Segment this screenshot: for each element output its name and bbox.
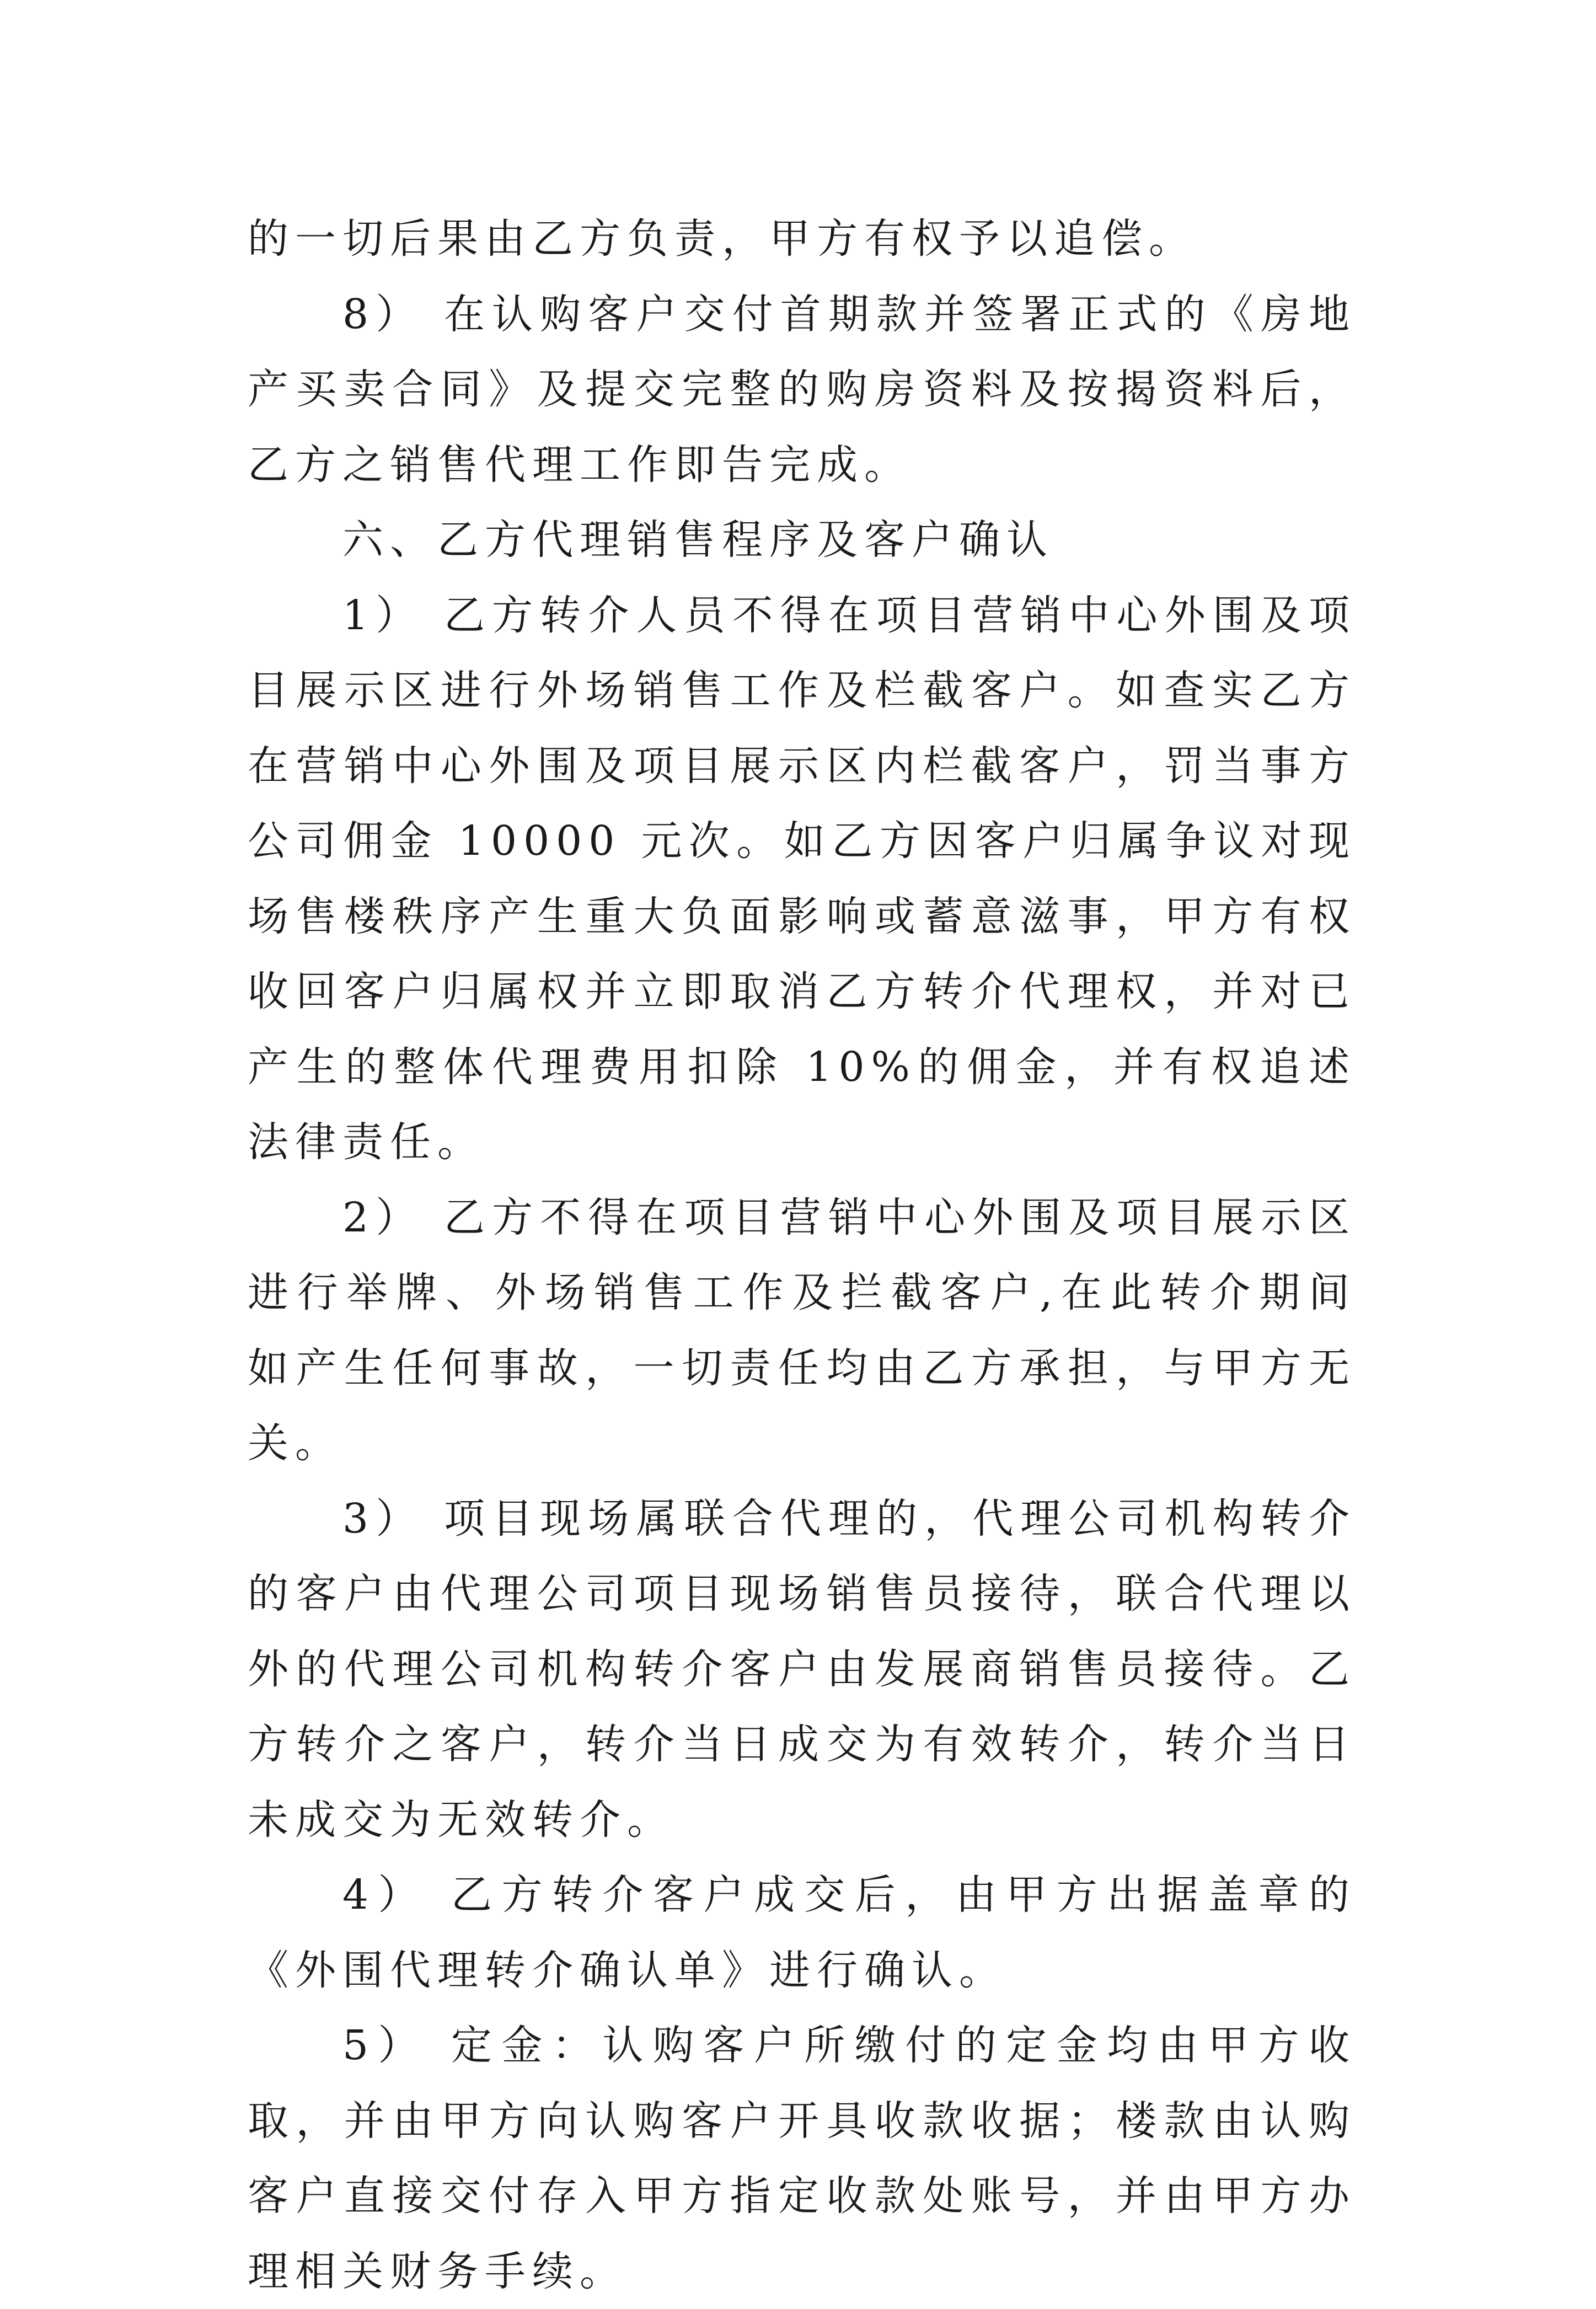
paragraph-item-2: 2） 乙方不得在项目营销中心外围及项目展示区进行举牌、外场销售工作及拦截客户,在此转介期间如产生任何事故，一切责任均由乙方承担，与甲方无关。 [248, 1193, 1356, 1467]
paragraph-item-1: 1） 乙方转介人员不得在项目营销中心外围及项目展示区进行外场销售工作及栏截客户。如查实乙方在营销中心外围及项目展示区内栏截客户，罚当事方公司佣金 10000 元次。如乙方因客户归属争议对现场售楼秩序产生重大负面影响或蓄意滋事，甲方有权收回客户归属权并立即取消乙方转介代理权，并对已产生的整体代理费用扣除 10%的佣金，并有权追述法律责任。 [248, 591, 1356, 1166]
document-body [248, 201, 1356, 2309]
paragraph-item-8: 8） 在认购客户交付首期款并签署正式的《房地产买卖合同》及提交完整的购房资料及按揭资料后，乙方之销售代理工作即告完成。 [248, 290, 1356, 489]
paragraph-item-4: 4） 乙方转介客户成交后，由甲方出据盖章的《外围代理转介确认单》进行确认。 [248, 1871, 1356, 1994]
paragraph-item-3: 3） 项目现场属联合代理的，代理公司机构转介的客户由代理公司项目现场销售员接待，联合代理以外的代理公司机构转介客户由发展商销售员接待。乙方转介之客户，转介当日成交为有效转介，转介当日未成交为无效转介。 [248, 1494, 1356, 1844]
paragraph-item-5: 5） 定金：认购客户所缴付的定金均由甲方收取，并由甲方向认购客户开具收款收据；楼款由认购客户直接交付存入甲方指定收款处账号，并由甲方办理相关财务手续。 [248, 2022, 1356, 2295]
section-heading-6: 六、乙方代理销售程序及客户确认 [342, 516, 1054, 564]
paragraph-continuation: 的一切后果由乙方负责，甲方有权予以追偿。 [248, 215, 1196, 262]
